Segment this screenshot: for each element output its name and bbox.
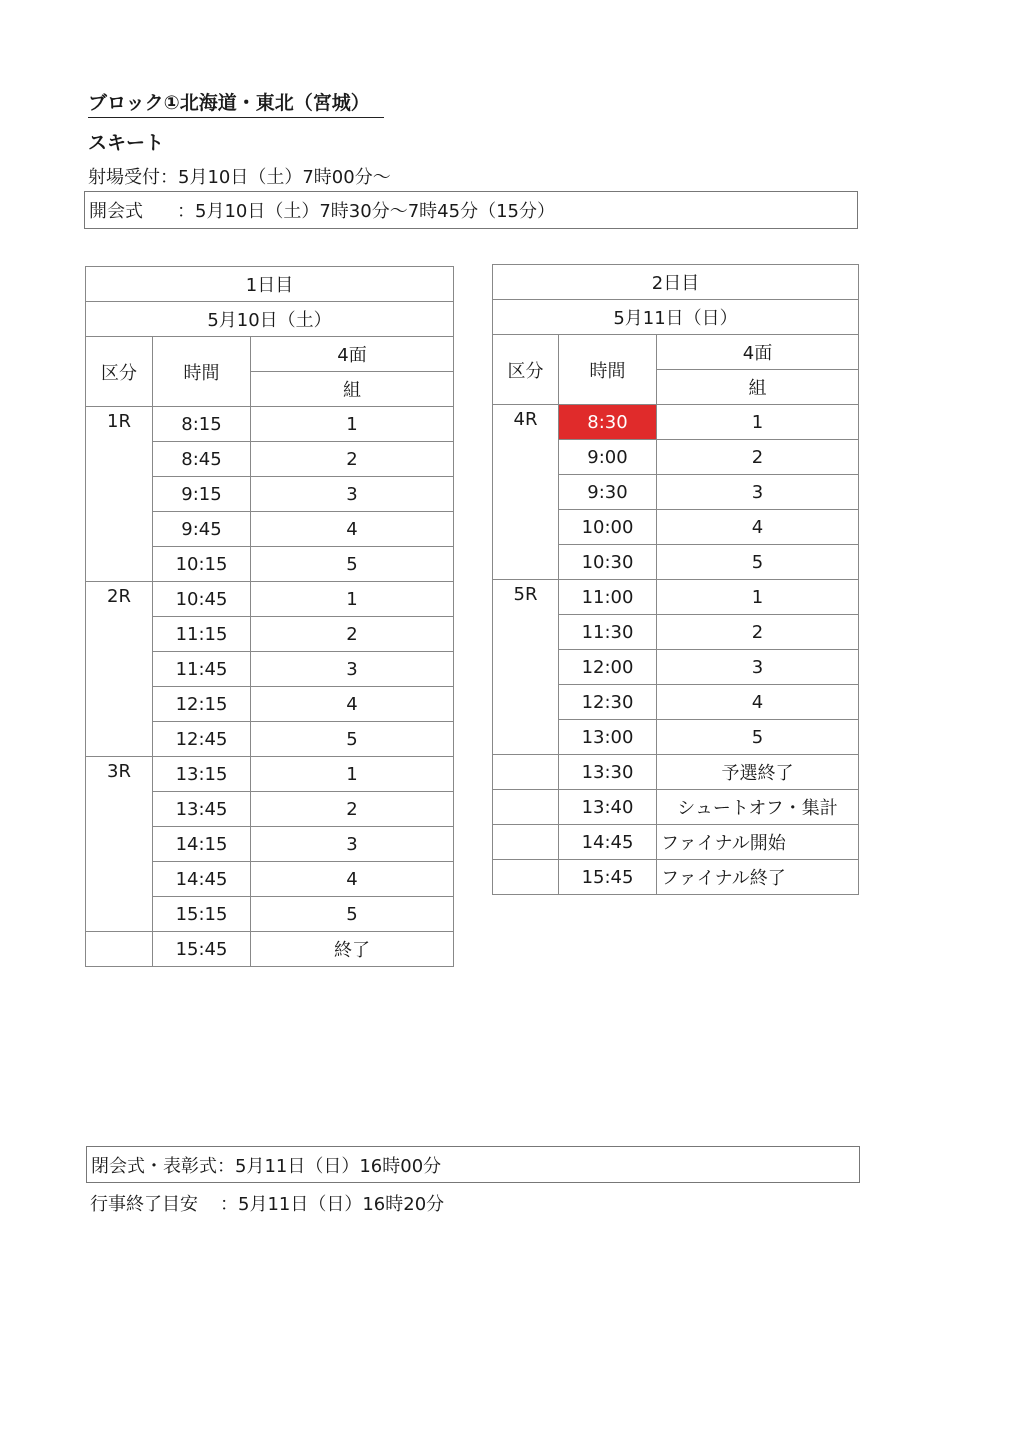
time-cell: 9:00: [559, 440, 657, 475]
time-cell: 11:15: [153, 617, 251, 652]
event-cell: ファイナル終了: [657, 860, 859, 895]
time-cell: 12:15: [153, 687, 251, 722]
group-cell: 5: [657, 545, 859, 580]
header-row: [493, 335, 859, 370]
time-cell: 15:45: [153, 932, 251, 967]
time-cell: 12:00: [559, 650, 657, 685]
header-row: [86, 302, 454, 337]
table-row: [493, 405, 859, 440]
time-cell: 14:15: [153, 827, 251, 862]
time-cell: 12:45: [153, 722, 251, 757]
round-label: [493, 755, 559, 790]
reception-info: [88, 163, 391, 189]
event-cell: シュートオフ・集計: [657, 790, 859, 825]
header-row: [493, 265, 859, 300]
header-row: [86, 337, 454, 372]
round-label: 5R: [493, 580, 559, 755]
time-cell: 13:40: [559, 790, 657, 825]
group-cell: 4: [251, 512, 454, 547]
header-row: [493, 300, 859, 335]
group-cell: 3: [251, 827, 454, 862]
time-cell: 8:30: [559, 405, 657, 440]
group-cell: 2: [657, 440, 859, 475]
round-label: [493, 860, 559, 895]
end-estimate: [90, 1190, 444, 1216]
group-cell: 2: [251, 617, 454, 652]
group-cell: 1: [657, 405, 859, 440]
opening-label: 開会式: [89, 201, 143, 222]
page-title: ブロック①北海道・東北（宮城）: [88, 88, 384, 118]
date-label: 5月10日（土）: [86, 302, 454, 337]
round-label: [86, 932, 153, 967]
reception-label: 射場受付：: [88, 167, 178, 188]
time-cell: 9:15: [153, 477, 251, 512]
round-label: 4R: [493, 405, 559, 580]
group-cell: 4: [251, 862, 454, 897]
table-row: [86, 582, 454, 617]
date-label: 5月11日（日）: [493, 300, 859, 335]
reception-value: 5月10日（土）7時00分～: [178, 167, 391, 188]
time-cell: 11:45: [153, 652, 251, 687]
time-cell: 9:30: [559, 475, 657, 510]
time-cell: 13:30: [559, 755, 657, 790]
group-cell: 5: [657, 720, 859, 755]
column-header-face: 4面: [657, 335, 859, 370]
column-header-kubun: 区分: [493, 335, 559, 405]
opening-value: ：5月10日（土）7時30分～7時45分（15分）: [177, 201, 555, 222]
table-row: [493, 825, 859, 860]
day-label: 1日目: [86, 267, 454, 302]
day2-schedule-table: [492, 264, 859, 895]
table-row: [493, 755, 859, 790]
table-row: [493, 860, 859, 895]
group-cell: 4: [657, 685, 859, 720]
column-header-kubun: 区分: [86, 337, 153, 407]
table-row: [493, 790, 859, 825]
group-cell: 3: [251, 477, 454, 512]
time-cell: 10:00: [559, 510, 657, 545]
end-label: 行事終了目安: [90, 1194, 198, 1215]
closing-value: 5月11日（日）16時00分: [235, 1155, 442, 1177]
time-cell: 14:45: [153, 862, 251, 897]
group-cell: 1: [251, 757, 454, 792]
time-cell: 14:45: [559, 825, 657, 860]
table-row: [86, 407, 454, 442]
time-cell: 15:45: [559, 860, 657, 895]
time-cell: 15:15: [153, 897, 251, 932]
group-cell: 1: [251, 407, 454, 442]
group-cell: 4: [251, 687, 454, 722]
time-cell: 10:30: [559, 545, 657, 580]
group-cell: 3: [251, 652, 454, 687]
time-cell: 10:45: [153, 582, 251, 617]
round-label: [493, 825, 559, 860]
event-cell: 予選終了: [657, 755, 859, 790]
group-cell: 4: [657, 510, 859, 545]
round-label: 1R: [86, 407, 153, 582]
time-cell: 12:30: [559, 685, 657, 720]
opening-ceremony-box: [84, 191, 858, 229]
table-row: [86, 932, 454, 967]
closing-ceremony-box: [86, 1146, 860, 1183]
column-header-group: 組: [657, 370, 859, 405]
table-row: [86, 757, 454, 792]
time-cell: 13:45: [153, 792, 251, 827]
time-cell: 13:00: [559, 720, 657, 755]
round-label: [493, 790, 559, 825]
group-cell: 5: [251, 547, 454, 582]
event-cell: 終了: [251, 932, 454, 967]
day-label: 2日目: [493, 265, 859, 300]
round-label: 2R: [86, 582, 153, 757]
event-name: スキート: [88, 132, 165, 154]
time-cell: 11:30: [559, 615, 657, 650]
table-row: [493, 580, 859, 615]
group-cell: 3: [657, 650, 859, 685]
end-value: ：5月11日（日）16時20分: [220, 1194, 445, 1215]
column-header-group: 組: [251, 372, 454, 407]
header-row: [86, 267, 454, 302]
time-cell: 9:45: [153, 512, 251, 547]
group-cell: 2: [657, 615, 859, 650]
column-header-time: 時間: [559, 335, 657, 405]
event-cell: ファイナル開始: [657, 825, 859, 860]
group-cell: 2: [251, 792, 454, 827]
column-header-face: 4面: [251, 337, 454, 372]
time-cell: 11:00: [559, 580, 657, 615]
group-cell: 1: [251, 582, 454, 617]
group-cell: 2: [251, 442, 454, 477]
closing-label: 閉会式・表彰式：: [91, 1155, 235, 1177]
group-cell: 1: [657, 580, 859, 615]
round-label: 3R: [86, 757, 153, 932]
column-header-time: 時間: [153, 337, 251, 407]
group-cell: 3: [657, 475, 859, 510]
time-cell: 10:15: [153, 547, 251, 582]
time-cell: 13:15: [153, 757, 251, 792]
day1-schedule-table: [85, 266, 454, 967]
group-cell: 5: [251, 897, 454, 932]
time-cell: 8:45: [153, 442, 251, 477]
group-cell: 5: [251, 722, 454, 757]
time-cell: 8:15: [153, 407, 251, 442]
